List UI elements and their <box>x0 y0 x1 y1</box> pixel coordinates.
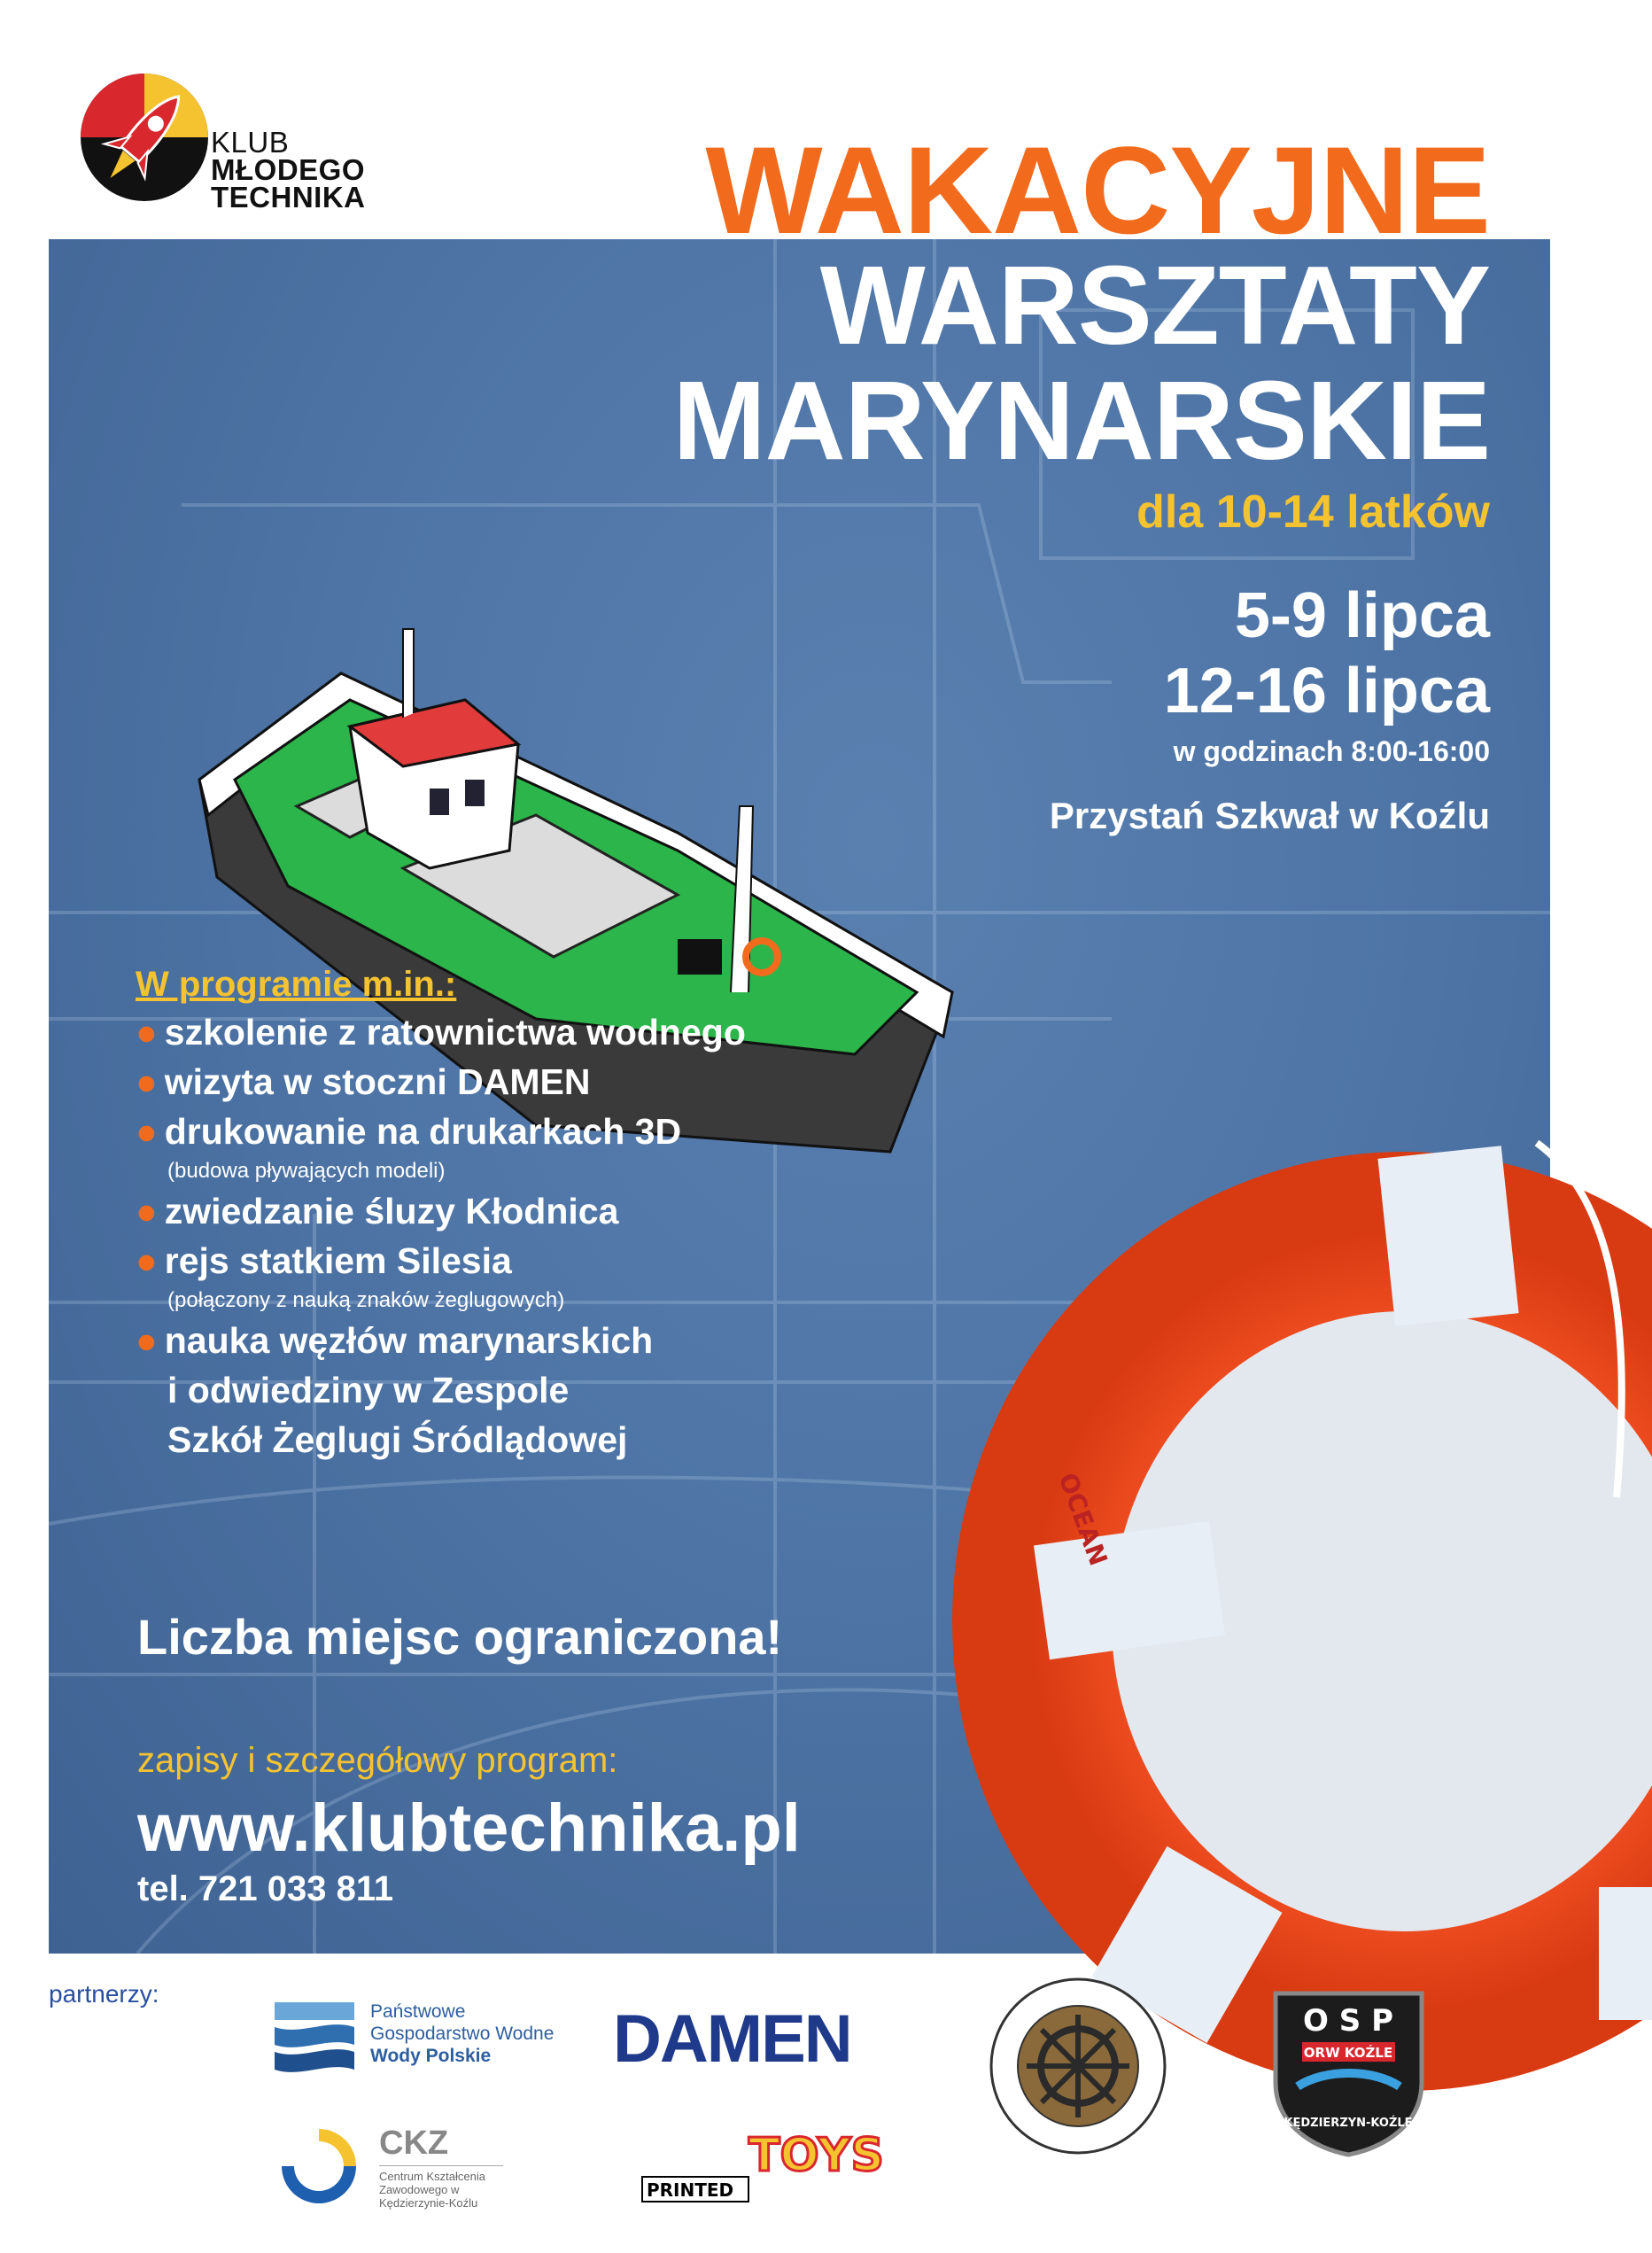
partners-label: partnerzy: <box>49 1980 159 2008</box>
club-name-line2: MŁODEGO <box>211 153 365 186</box>
ckz-name: CKZ Centrum Kształcenia Zawodowego w Kędzierzynie-Koźlu <box>379 2125 503 2210</box>
osp-unit: ORW KOŹLE <box>1303 2045 1393 2061</box>
headline-line3: MARYNARSKIE <box>672 358 1490 483</box>
bullet-icon: ● <box>136 1320 158 1361</box>
buoy-brand-label: OCEAN <box>1052 1469 1113 1570</box>
hours: w godzinach 8:00-16:00 <box>1173 735 1490 767</box>
location: Przystań Szkwał w Koźlu <box>1049 795 1490 836</box>
headline-line2: WARSZTATY <box>819 243 1490 368</box>
club-name-line1: KLUB <box>211 126 290 159</box>
list-item: ● nauka węzłów marynarskich <box>136 1320 654 1361</box>
ckz-logo-icon <box>275 2122 363 2210</box>
osp-title: O S P <box>1303 2003 1393 2039</box>
wody-polskie-name: Państwowe Gospodarstwo Wodne Wody Polskie <box>370 2001 555 2066</box>
list-item-continuation: Szkół Żeglugi Śródlądowej <box>167 1419 628 1460</box>
bullet-icon: ● <box>136 1012 158 1053</box>
signup-label: zapisy i szczegółowy program: <box>137 1741 618 1780</box>
program-list <box>136 961 933 1464</box>
limited-places-notice: Liczba miejsc ograniczona! <box>137 1609 783 1665</box>
rocket-logo-icon <box>78 71 211 204</box>
bullet-icon: ● <box>136 1061 158 1102</box>
list-item: ● szkolenie z ratownictwa wodnego <box>136 1012 746 1053</box>
age-range: dla 10-14 latków <box>1136 486 1490 538</box>
list-item: ● rejs statkiem Silesia <box>136 1240 512 1281</box>
szkola-zeglugi-seal-icon <box>988 1976 1169 2157</box>
phone-number: tel. 721 033 811 <box>137 1869 394 1908</box>
toys-word: TOYS <box>748 2129 884 2182</box>
club-name <box>211 126 366 214</box>
list-item: ● drukowanie na drukarkach 3D <box>136 1111 682 1152</box>
list-item-note: (budowa pływających modeli) <box>167 1159 446 1183</box>
osp-city: KĘDZIERZYN-KOŹLE <box>1284 2117 1413 2130</box>
bullet-icon: ● <box>136 1111 158 1152</box>
list-item: ● wizyta w stoczni DAMEN <box>136 1061 591 1102</box>
website-link[interactable]: www.klubtechnika.pl <box>137 1791 801 1866</box>
printed-toys-logo-icon <box>638 2122 884 2210</box>
damen-logo: DAMEN <box>613 2001 851 2077</box>
lifebuoy-image <box>1014 1125 1652 2117</box>
program-heading: W programie m.in.: <box>136 965 457 1004</box>
list-item: ● zwiedzanie śluzy Kłodnica <box>136 1191 619 1231</box>
list-item-note: (połączony z nauką znaków żeglugowych) <box>167 1288 565 1312</box>
bullet-icon: ● <box>136 1240 158 1281</box>
date-range-1: 5-9 lipca <box>1234 580 1490 651</box>
bullet-icon: ● <box>136 1191 158 1231</box>
club-name-line3: TECHNIKA <box>211 181 366 214</box>
headline-line1: WAKACYJNE <box>705 120 1490 260</box>
date-range-2: 12-16 lipca <box>1163 656 1490 726</box>
list-item-continuation: i odwiedziny w Zespole <box>167 1370 570 1410</box>
osp-badge-icon <box>1267 1976 1431 2157</box>
printed-word: PRINTED <box>647 2179 734 2201</box>
